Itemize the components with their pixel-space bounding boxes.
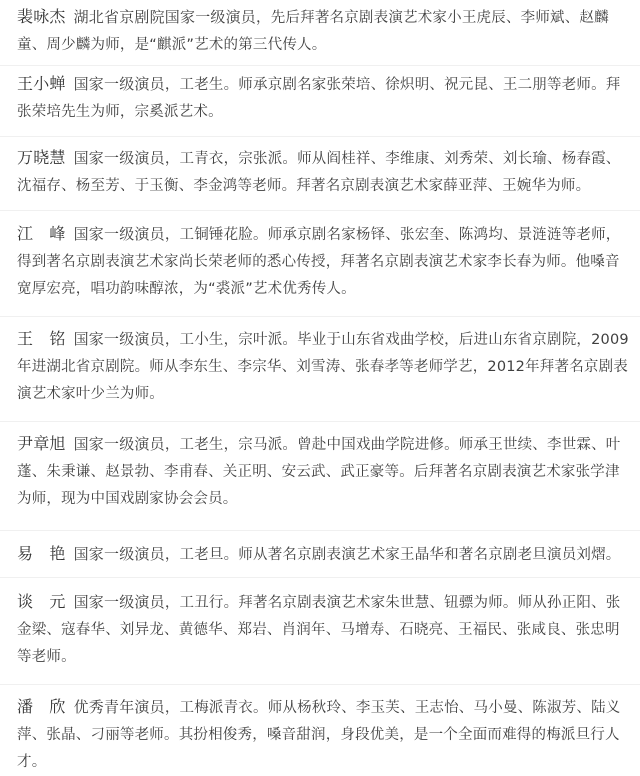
- entry-name: 裴咏杰: [17, 7, 66, 26]
- entry-title: 国家一级演员: [73, 545, 165, 563]
- divider: [0, 577, 640, 578]
- entry-wan-xiaohui: [17, 144, 629, 200]
- entry-text: ，工梅派青衣。师从杨秋玲、李玉芙、王志怡、马小曼、陈淑芳、陆义萍、张晶、刁丽等老师。其扮相俊秀，嗓音甜润，身段优美，是一个全面而难得的梅派旦行人才。: [17, 700, 621, 770]
- entry-title: 国家一级演员: [73, 593, 165, 611]
- entry-name: 王 铭: [17, 329, 66, 348]
- entry-title: 国家一级演员: [73, 330, 165, 348]
- entry-name: 江 峰: [17, 224, 66, 243]
- divider: [0, 210, 640, 211]
- divider: [0, 421, 640, 422]
- entry-title: 国家一级演员: [73, 149, 165, 167]
- entry-text: ，工铜锤花脸。师承京剧名家杨铎、张宏奎、陈鸿均、景涟涟等老师，得到著名京剧表演艺术家尚长荣老师的悉心传授，拜著名京剧表演艺术家李长春为师。他嗓音宽厚宏亮，唱功韵味醇浓，为“裘派”艺术优秀传人。: [17, 227, 621, 297]
- entry-text: ，工老旦。师从著名京剧表演艺术家王晶华和著名京剧老旦演员刘熠。: [164, 547, 621, 563]
- divider: [0, 530, 640, 531]
- entry-title: 湖北省京剧院国家一级演员: [73, 8, 257, 26]
- entry-name: 潘 欣: [17, 697, 66, 716]
- entry-title: 国家一级演员: [73, 225, 165, 243]
- entry-text: ，工老生，宗马派。曾赴中国戏曲学院进修。师承王世续、李世霖、叶蓬、朱秉谦、赵景勃、李甫春、关正明、安云武、武正豪等。后拜著名京剧表演艺术家张学津为师，现为中国戏剧家协会会员。: [17, 437, 621, 507]
- entry-text: ，工老生。师承京剧名家张荣培、徐炽明、祝元昆、王二朋等老师。拜张荣培先生为师，宗奚派艺术。: [17, 77, 621, 120]
- divider: [0, 316, 640, 317]
- divider: [0, 136, 640, 137]
- entry-name: 易 艳: [17, 544, 66, 563]
- entry-yin-zhangxu: [17, 430, 629, 513]
- entry-text: ，工丑行。拜著名京剧表演艺术家朱世慧、钮骠为师。师从孙正阳、张金梁、寇春华、刘异龙、黄德华、郑岩、肖润年、马增寿、石晓亮、王福民、张咸良、张忠明等老师。: [17, 595, 621, 665]
- divider: [0, 684, 640, 685]
- entry-yi-yan: [17, 540, 629, 569]
- entry-title: 优秀青年演员: [73, 698, 165, 716]
- entry-title: 国家一级演员: [73, 435, 165, 453]
- entry-title: 国家一级演员: [73, 75, 165, 93]
- entry-name: 谈 元: [17, 592, 66, 611]
- entry-jiang-feng: [17, 220, 629, 303]
- entry-text: ，工青衣，宗张派。师从阎桂祥、李维康、刘秀荣、刘长瑜、杨春霞、沈福存、杨至芳、于玉衡、李金鸿等老师。拜著名京剧表演艺术家薛亚萍、王婉华为师。: [17, 151, 621, 194]
- entry-text: ，工小生，宗叶派。毕业于山东省戏曲学校，后进山东省京剧院，2009年进湖北省京剧院。师从李东生、李宗华、刘雪涛、张春孝等老师学艺，2012年拜著名京剧表演艺术家叶少兰为师。: [17, 332, 629, 402]
- entry-text: ，先后拜著名京剧表演艺术家小王虎辰、李师斌、赵麟童、周少麟为师，是“麒派”艺术的第三代传人。: [17, 10, 609, 53]
- entry-tan-yuan: [17, 588, 629, 671]
- entry-name: 万晓慧: [17, 148, 66, 167]
- entry-name: 王小蝉: [17, 74, 66, 93]
- entry-pan-xin: [17, 693, 629, 776]
- entry-pei-yongjie: [17, 3, 629, 59]
- entry-name: 尹章旭: [17, 434, 66, 453]
- divider: [0, 65, 640, 66]
- entry-wang-ming: [17, 325, 629, 408]
- entry-wang-xiaochan: [17, 70, 629, 126]
